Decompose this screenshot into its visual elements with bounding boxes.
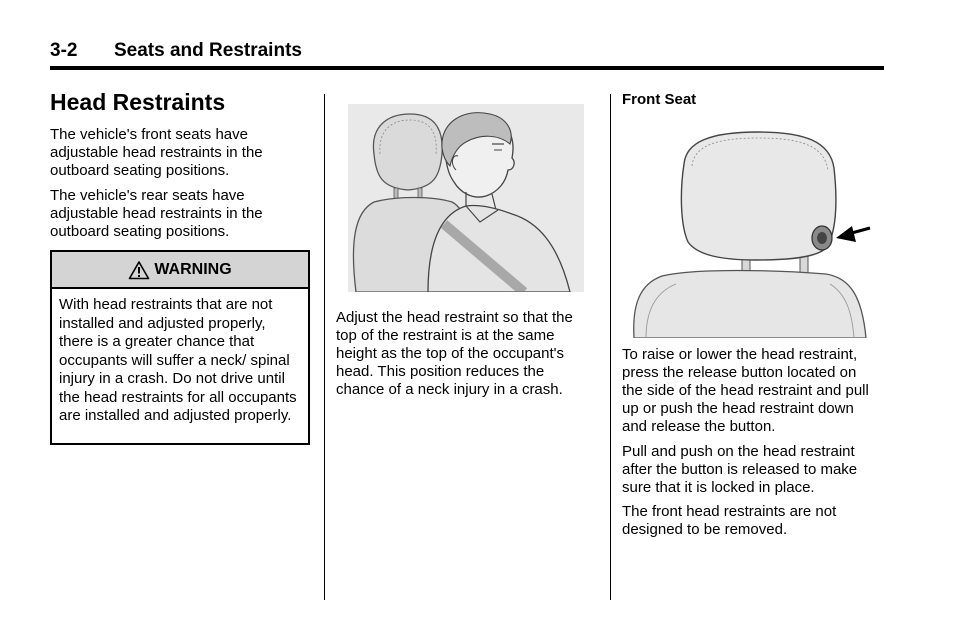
warning-header <box>52 252 308 289</box>
adjustment-paragraph: Adjust the head restraint so that the top of the restraint is at the same height as the top of the occupant's head. This position reduces the chance of a neck injury in a crash. <box>336 309 573 398</box>
section-title: Seats and Restraints <box>114 40 302 61</box>
intro-paragraph-1: The vehicle's front seats have adjustable head restraints in the outboard seating positions. <box>50 126 263 179</box>
warning-label: WARNING <box>154 260 232 278</box>
occupant-head-restraint-illustration <box>348 104 584 292</box>
front-seat-head-restraint-illustration <box>626 124 878 338</box>
intro-paragraph-2: The vehicle's rear seats have adjustable head restraints in the outboard seating positions. <box>50 187 263 240</box>
warning-triangle-icon <box>128 260 150 280</box>
warning-text: With head restraints that are not installed and adjusted properly, there is a greater chance that occupants will suffer a neck/ spinal injury in a crash. Do not drive until the head restraints for all occupants are installed and adjusted properly. <box>59 296 297 424</box>
warning-box <box>50 250 310 445</box>
page-number: 3-2 <box>50 40 78 61</box>
front-seat-paragraph-1: To raise or lower the head restraint, press the release button located on the side of the head restraint and pull up or push the head restraint down and release the button. <box>622 346 869 435</box>
column-divider <box>610 94 611 600</box>
front-seat-paragraph-2: Pull and push on the head restraint after the button is released to make sure that it is locked in place. <box>622 443 858 496</box>
column-divider <box>324 94 325 600</box>
page-header <box>50 40 884 70</box>
front-seat-heading: Front Seat <box>622 91 697 108</box>
front-seat-paragraph-3: The front head restraints are not designed to be removed. <box>622 503 837 538</box>
page-title: Head Restraints <box>50 89 226 115</box>
